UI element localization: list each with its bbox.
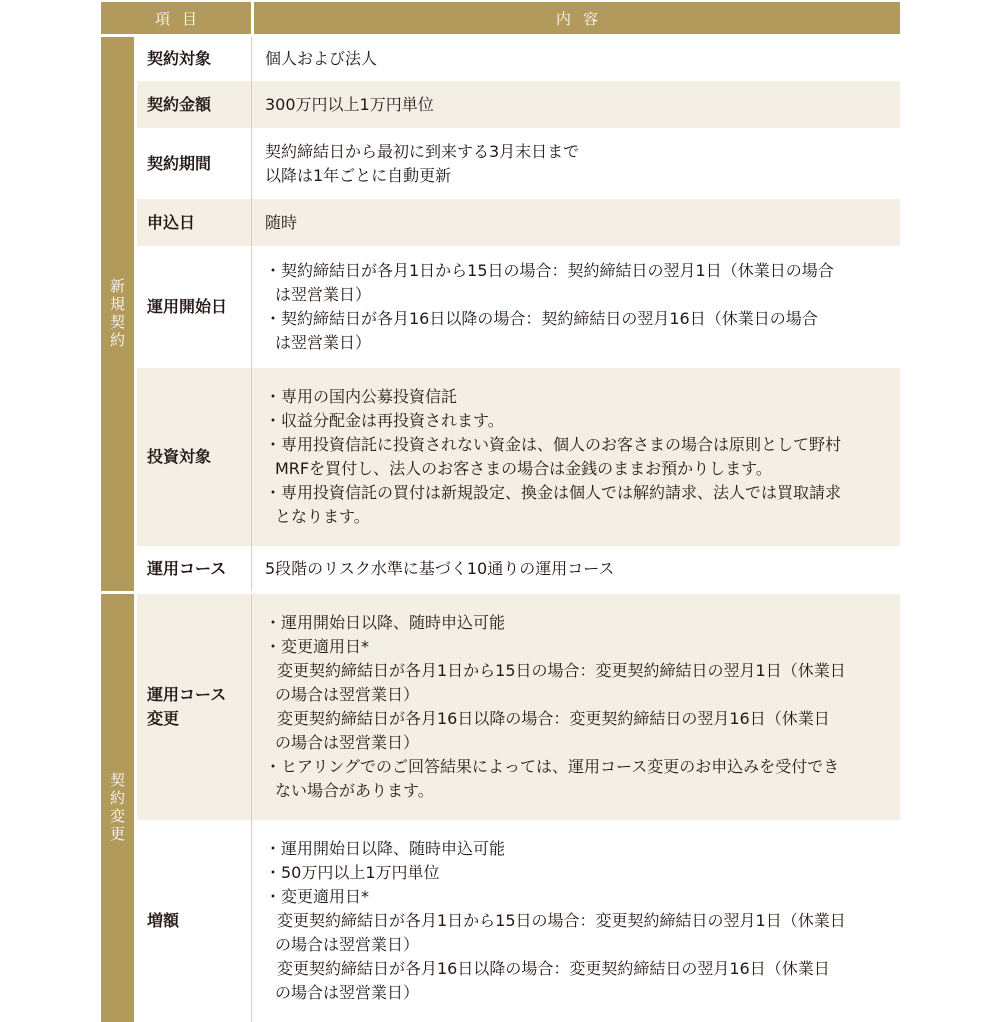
row-label: 投資対象 <box>147 447 212 466</box>
row-apply-date <box>137 199 900 246</box>
row-content <box>265 128 890 199</box>
column-divider <box>251 246 252 368</box>
column-divider <box>251 546 252 591</box>
row-contract-period <box>137 128 900 199</box>
row-label: 契約対象 <box>147 49 212 68</box>
content-line: 以降は1年ごとに自動更新 <box>265 165 452 185</box>
row-label-line: 運用コース <box>147 685 227 704</box>
column-divider <box>251 820 252 1022</box>
group-contract-change <box>101 594 134 1022</box>
row-content <box>265 594 890 820</box>
bullet-continuation: MRFを買付し、法人のお客さまの場合は金銭のままお預かりします。 <box>275 459 772 478</box>
contract-terms-table <box>101 0 900 1022</box>
content-line: 300万円以上1万円単位 <box>265 94 434 114</box>
header-item <box>101 2 251 34</box>
row-content <box>265 368 890 546</box>
bullet-line: ・変更適用日* <box>265 887 370 906</box>
bullet-line: ・50万円以上1万円単位 <box>265 863 440 882</box>
row-label-line: 変更 <box>147 709 180 728</box>
row-start-date <box>137 246 900 368</box>
header-content <box>254 2 900 34</box>
bullet-line: ・専用の国内公募投資信託 <box>265 387 458 406</box>
bullet-line: ・運用開始日以降、随時申込可能 <box>265 839 506 858</box>
row-investment-course <box>137 546 900 591</box>
sub-continuation: の場合は翌営業日） <box>275 733 420 752</box>
group-new-contract <box>101 37 134 591</box>
row-content <box>265 37 890 81</box>
bullet-line: ・変更適用日* <box>265 637 370 656</box>
content-line: 個人および法人 <box>265 49 378 68</box>
bullet-continuation: ない場合があります。 <box>275 781 434 800</box>
row-content <box>265 820 890 1022</box>
group-contract-change-label: 契約変更 <box>108 772 126 844</box>
group-new-contract-label: 新規契約 <box>108 278 126 350</box>
column-divider <box>251 368 252 546</box>
sub-line: 変更契約締結日が各月1日から15日の場合：変更契約締結日の翌月1日（休業日 <box>277 661 846 680</box>
bullet-continuation: は翌営業日） <box>275 285 372 304</box>
bullet-line: ・運用開始日以降、随時申込可能 <box>265 613 506 632</box>
header-content-label: 内容 <box>555 9 610 28</box>
row-label: 申込日 <box>147 212 196 232</box>
bullet-line: ・契約締結日が各月16日以降の場合：契約締結日の翌月16日（休業日の場合 <box>265 309 818 328</box>
content-line: 5段階のリスク水準に基づく10通りの運用コース <box>265 558 615 578</box>
sub-continuation: の場合は翌営業日） <box>275 983 420 1002</box>
row-content <box>265 81 890 128</box>
sub-continuation: の場合は翌営業日） <box>275 935 420 954</box>
row-investment-target <box>137 368 900 546</box>
bullet-continuation: は翌営業日） <box>275 333 372 352</box>
row-increase <box>137 820 900 1022</box>
row-label: 契約金額 <box>147 94 212 114</box>
row-label: 契約期間 <box>147 153 212 173</box>
sub-line: 変更契約締結日が各月16日以降の場合：変更契約締結日の翌月16日（休業日 <box>277 709 830 728</box>
row-content <box>265 199 890 246</box>
row-contract-amount <box>137 81 900 128</box>
bullet-continuation: となります。 <box>275 507 370 526</box>
header-item-label: 項目 <box>154 9 209 28</box>
column-divider <box>251 81 252 128</box>
row-contract-target <box>137 37 900 81</box>
bullet-line: ・専用投資信託の買付は新規設定、換金は個人では解約請求、法人では買取請求 <box>265 483 842 502</box>
row-content <box>265 546 890 591</box>
sub-continuation: の場合は翌営業日） <box>275 685 420 704</box>
content-line: 随時 <box>265 212 298 232</box>
sub-line: 変更契約締結日が各月16日以降の場合：変更契約締結日の翌月16日（休業日 <box>277 959 830 978</box>
row-course-change <box>137 594 900 820</box>
content-line: 契約締結日から最初に到来する3月末日まで <box>265 141 580 161</box>
bullet-line: ・収益分配金は再投資されます。 <box>265 411 504 430</box>
sub-line: 変更契約締結日が各月1日から15日の場合：変更契約締結日の翌月1日（休業日 <box>277 911 846 930</box>
row-label: 運用コース <box>147 558 227 578</box>
row-label <box>137 594 251 820</box>
bullet-line: ・専用投資信託に投資されない資金は、個人のお客さまの場合は原則として野村 <box>265 435 842 454</box>
column-divider <box>251 37 252 81</box>
row-label: 増額 <box>147 911 180 930</box>
row-label: 運用開始日 <box>147 297 228 316</box>
column-divider <box>251 199 252 246</box>
column-divider <box>251 128 252 199</box>
column-divider <box>251 594 252 820</box>
bullet-line: ・ヒアリングでのご回答結果によっては、運用コース変更のお申込みを受付でき <box>265 757 840 776</box>
row-content <box>265 246 890 368</box>
bullet-line: ・契約締結日が各月1日から15日の場合：契約締結日の翌月1日（休業日の場合 <box>265 261 834 280</box>
